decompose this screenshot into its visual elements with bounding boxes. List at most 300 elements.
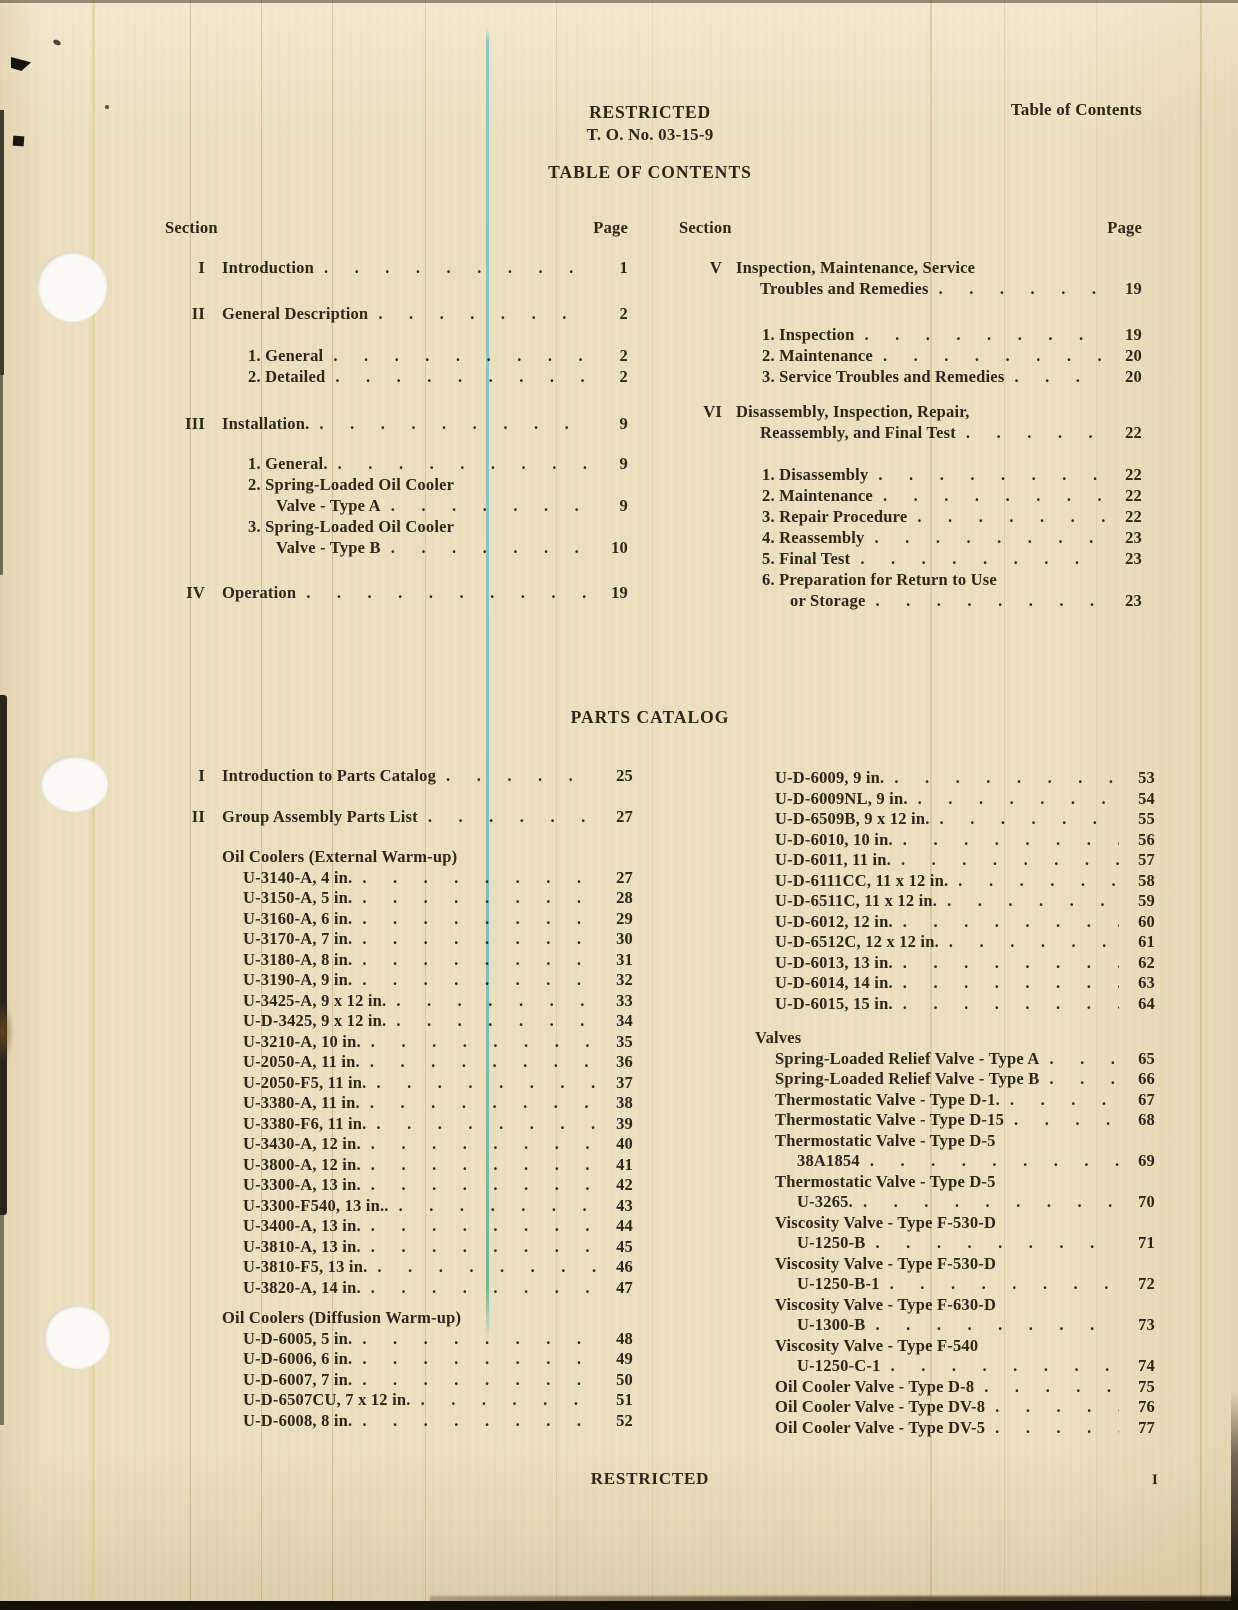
toc-row [165, 1114, 633, 1135]
page-number: 28 [616, 888, 633, 907]
leader-dots [296, 582, 592, 603]
entry-label: 2. Maintenance [762, 346, 873, 365]
leader-dots [884, 768, 1119, 789]
toc-row [755, 1110, 1155, 1131]
page-number: 46 [616, 1257, 633, 1276]
toc-row [679, 257, 1142, 278]
section-numeral [165, 1237, 205, 1258]
page-number: 9 [619, 454, 628, 473]
entry-label: Spring-Loaded Relief Valve - Type A [775, 1048, 1040, 1068]
entry-label: U-3300-A, 13 in. [243, 1175, 361, 1194]
entry-label: Group Assembly Parts List [222, 806, 418, 826]
entry-label: Viscosity Valve - Type F-530-D [775, 1212, 997, 1232]
page-number: 54 [1138, 788, 1155, 808]
toc-row [165, 345, 628, 366]
leader-dots [891, 850, 1119, 871]
row-spacer [996, 1172, 1155, 1193]
page-column-header-left: Page [593, 218, 628, 237]
page-number: 22 [1125, 507, 1142, 526]
page-number: 72 [1138, 1274, 1155, 1293]
page-number: 23 [1125, 591, 1142, 610]
leader-dots [956, 422, 1106, 443]
section-numeral [679, 527, 722, 548]
section-column-header-left: Section [165, 218, 218, 237]
entry-label: U-1250-C-1 [797, 1356, 881, 1375]
toc-row [679, 569, 1142, 590]
entry-label: U-D-6512C, 12 x 12 in. [775, 932, 939, 951]
leader-dots [880, 1274, 1119, 1295]
page-header [450, 101, 850, 146]
toc-row [165, 950, 633, 971]
ink-speck [52, 39, 61, 47]
entry-label: Viscosity Valve - Type F-630-D [775, 1294, 997, 1314]
entry-label: Oil Coolers (External Warm-up) [222, 847, 458, 866]
leader-dots [865, 527, 1106, 548]
toc-row [755, 1131, 1155, 1152]
scan-edge-left [0, 375, 3, 575]
technical-order-number: T. O. No. 03-15-9 [586, 125, 714, 144]
toc-row [165, 582, 628, 603]
page-number: 48 [616, 1328, 633, 1348]
leader-dots [866, 1233, 1119, 1254]
section-numeral [165, 1011, 205, 1032]
entry-label: Thermostatic Valve - Type D-5 [775, 1130, 996, 1150]
page-number: 25 [616, 766, 633, 785]
toc-row [165, 1052, 633, 1073]
leader-dots [325, 366, 592, 387]
section-numeral [165, 1349, 205, 1370]
leader-dots [361, 1237, 597, 1258]
leader-dots [850, 548, 1106, 569]
entry-label: Reassembly, and Final Test [760, 423, 956, 442]
leader-dots [893, 830, 1119, 851]
row-spacer [996, 1254, 1155, 1275]
page-number: 68 [1138, 1110, 1155, 1129]
page-number: 61 [1138, 932, 1155, 951]
toc-row [679, 506, 1142, 527]
entry-label: U-D-6006, 6 in. [243, 1349, 353, 1368]
entry-label: U-3180-A, 8 in. [243, 949, 353, 969]
toc-row [755, 768, 1155, 789]
section-numeral [165, 1134, 205, 1155]
section-numeral [679, 548, 722, 569]
entry-label: 1. Disassembly [762, 465, 869, 484]
leader-dots [352, 888, 597, 909]
toc-row [755, 1213, 1155, 1234]
page-number: 20 [1125, 367, 1142, 386]
toc-row [165, 1349, 633, 1370]
entry-label: Disassembly, Inspection, Repair, [736, 402, 970, 421]
toc-column-left [165, 257, 628, 603]
toc-row [165, 1370, 633, 1391]
leader-dots [352, 929, 597, 950]
page-number: 19 [611, 583, 628, 602]
page-number: 29 [616, 908, 633, 928]
page-number: 9 [619, 496, 628, 515]
leader-dots [361, 1216, 597, 1237]
page-number: 56 [1138, 829, 1155, 849]
entry-label: Spring-Loaded Relief Valve - Type B [775, 1069, 1040, 1088]
toc-row [679, 345, 1142, 366]
page-number: 42 [616, 1175, 633, 1194]
page-number: 66 [1138, 1069, 1155, 1088]
toc-row [755, 1090, 1155, 1111]
entry-label: 5. Final Test [762, 549, 851, 568]
page-number: 35 [616, 1031, 633, 1051]
entry-label: 6. Preparation for Return to Use [762, 570, 997, 589]
toc-row [165, 1329, 633, 1350]
page-number: 76 [1138, 1397, 1155, 1416]
leader-dots [352, 950, 597, 971]
classification-footer: RESTRICTED [590, 1469, 710, 1488]
entry-label: U-3170-A, 7 in. [243, 929, 353, 948]
leader-dots [866, 1315, 1119, 1336]
parts-column-left [165, 766, 633, 1431]
entry-label: U-D-6011, 11 in. [775, 850, 891, 869]
page-number: 55 [1138, 809, 1155, 828]
leader-dots [1039, 1069, 1119, 1090]
entry-label: Oil Cooler Valve - Type DV-5 [775, 1417, 986, 1437]
leader-dots [361, 1155, 597, 1176]
entry-label: U-D-6015, 15 in. [775, 993, 893, 1013]
toc-row [755, 1295, 1155, 1316]
entry-label: U-1300-B [797, 1315, 866, 1334]
section-numeral [165, 1390, 205, 1411]
toc-row [755, 809, 1155, 830]
page-number: 34 [616, 1011, 633, 1030]
page-number: 2 [619, 304, 628, 323]
entry-label: 2. Detailed [248, 367, 326, 386]
toc-row [679, 422, 1142, 443]
row-spacer [970, 401, 1142, 422]
page-number: 73 [1138, 1315, 1155, 1334]
entry-label: U-D-6012, 12 in. [775, 911, 893, 931]
page-number: 63 [1138, 973, 1155, 992]
page-number: 50 [616, 1369, 633, 1389]
toc-row [165, 1237, 633, 1258]
leader-dots [893, 912, 1119, 933]
toc-row [679, 548, 1142, 569]
leader-dots [893, 953, 1119, 974]
section-numeral [165, 909, 205, 930]
leader-dots [367, 1257, 597, 1278]
entry-label: U-D-6013, 13 in. [775, 952, 893, 972]
page-number: 62 [1138, 952, 1155, 972]
entry-label: U-3300-F540, 13 in.. [243, 1195, 389, 1215]
stain-smudge [0, 1000, 14, 1064]
entry-label: U-3425-A, 9 x 12 in. [243, 990, 387, 1010]
leader-dots [929, 278, 1106, 299]
entry-label: U-3140-A, 4 in. [243, 867, 353, 887]
toc-row [755, 973, 1155, 994]
entry-label: Troubles and Remedies [760, 279, 929, 298]
scan-edge-bottom [0, 1601, 1238, 1610]
paper-line [1200, 0, 1202, 1610]
toc-row [165, 1093, 633, 1114]
section-numeral [679, 324, 722, 345]
toc-row [165, 1011, 633, 1032]
entry-label: U-D-6007, 7 in. [243, 1369, 353, 1389]
page-number: 69 [1138, 1151, 1155, 1170]
toc-row [165, 888, 633, 909]
section-numeral [165, 1093, 205, 1114]
page-number: 31 [616, 949, 633, 969]
entry-label: U-2050-A, 11 in. [243, 1052, 360, 1071]
section-numeral [679, 485, 722, 506]
leader-dots [865, 590, 1106, 611]
page-number: 22 [1125, 465, 1142, 484]
entry-label: U-D-6511C, 11 x 12 in. [775, 891, 938, 910]
punch-hole-bottom [44, 1305, 110, 1369]
toc-row [755, 891, 1155, 912]
entry-label: 3. Service Troubles and Remedies [762, 367, 1005, 386]
leader-dots [974, 1377, 1119, 1398]
toc-row [679, 590, 1142, 611]
toc-row [679, 366, 1142, 387]
toc-row [755, 1274, 1155, 1295]
toc-row [755, 1336, 1155, 1357]
page-number: 60 [1138, 911, 1155, 931]
page-number: 1 [619, 258, 628, 277]
table-of-contents-title: TABLE OF CONTENTS [548, 162, 752, 182]
toc-row [165, 1411, 633, 1432]
leader-dots [360, 1052, 597, 1073]
section-numeral: V [709, 258, 722, 277]
toc-row [165, 1134, 633, 1155]
entry-label: U-D-6009, 9 in. [775, 768, 885, 787]
entry-label: U-2050-F5, 11 in. [243, 1072, 367, 1092]
leader-dots [361, 1032, 597, 1053]
scan-edge-top [0, 0, 1238, 3]
leader-dots [436, 766, 597, 787]
entry-label: Oil Cooler Valve - Type DV-8 [775, 1397, 986, 1416]
page-number: 38 [616, 1093, 633, 1112]
entry-label: U-D-6014, 14 in. [775, 973, 893, 992]
leader-dots [418, 807, 597, 828]
leader-dots [386, 1011, 597, 1032]
section-numeral [165, 929, 205, 950]
toc-row [165, 257, 628, 278]
toc-row [165, 453, 628, 474]
toc-column-right [679, 257, 1142, 611]
page-number: 52 [616, 1410, 633, 1430]
section-numeral [165, 991, 205, 1012]
section-numeral [165, 516, 205, 537]
section-numeral [165, 1175, 205, 1196]
page-number: 10 [611, 538, 628, 557]
section-numeral [165, 950, 205, 971]
page-number: 40 [616, 1134, 633, 1153]
leader-dots [352, 868, 597, 889]
entry-label: U-3400-A, 13 in. [243, 1216, 361, 1235]
leader-dots [854, 324, 1106, 345]
page-number: 49 [616, 1349, 633, 1368]
page-number: 58 [1138, 870, 1155, 890]
entry-label: U-3810-A, 13 in. [243, 1236, 361, 1256]
entry-label: U-3150-A, 5 in. [243, 888, 353, 907]
toc-row [755, 1069, 1155, 1090]
leader-dots [361, 1134, 597, 1155]
toc-row [165, 303, 628, 324]
toc-row [165, 474, 628, 495]
section-numeral [165, 1278, 205, 1299]
paper-line [652, 0, 653, 1610]
section-numeral [165, 366, 205, 387]
leader-dots [352, 1370, 597, 1391]
toc-row [755, 994, 1155, 1015]
toc-row [165, 991, 633, 1012]
leader-dots [930, 809, 1119, 830]
section-numeral [165, 1329, 205, 1350]
page-column-header-right: Page [1107, 218, 1142, 237]
page-number: 74 [1138, 1356, 1155, 1375]
toc-row [755, 1254, 1155, 1275]
section-numeral [165, 1370, 205, 1391]
page-number: 23 [1125, 549, 1142, 568]
section-numeral [165, 1032, 205, 1053]
page-number: 43 [616, 1195, 633, 1215]
leader-dots [309, 413, 592, 434]
section-numeral [679, 366, 722, 387]
page-number: 53 [1138, 768, 1155, 787]
page-number: 33 [616, 990, 633, 1010]
row-spacer [978, 1336, 1155, 1357]
row-spacer [454, 474, 628, 495]
toc-row [679, 464, 1142, 485]
toc-row [165, 1390, 633, 1411]
page-number: 45 [616, 1236, 633, 1256]
leader-dots [1039, 1049, 1119, 1070]
section-numeral [679, 422, 722, 443]
leader-dots [868, 464, 1106, 485]
entry-label: U-D-3425, 9 x 12 in. [243, 1011, 387, 1030]
page-number: 27 [616, 867, 633, 887]
entry-label: U-3820-A, 14 in. [243, 1277, 361, 1297]
leader-dots [366, 1073, 597, 1094]
punch-hole-top [37, 252, 107, 322]
leader-dots [352, 970, 597, 991]
section-numeral: III [185, 414, 205, 433]
toc-row [165, 1073, 633, 1094]
page-number: 47 [616, 1277, 633, 1297]
page-number: 70 [1138, 1192, 1155, 1211]
leader-dots [328, 453, 592, 474]
toc-row [165, 1032, 633, 1053]
entry-label: Thermostatic Valve - Type D-15 [775, 1110, 1005, 1129]
toc-row [165, 1278, 633, 1299]
toc-row [755, 932, 1155, 953]
entry-label: 2. Spring-Loaded Oil Cooler [248, 475, 455, 494]
section-numeral [165, 345, 205, 366]
entry-label: U-3380-A, 11 in. [243, 1093, 360, 1112]
page-number: 37 [616, 1072, 633, 1092]
page-number: 19 [1125, 279, 1142, 298]
entry-label: U-3190-A, 9 in. [243, 970, 353, 989]
entry-label: U-D-6009NL, 9 in. [775, 788, 908, 808]
page-number: 36 [616, 1052, 633, 1071]
toc-row [755, 953, 1155, 974]
section-numeral [679, 569, 722, 590]
leader-dots [907, 506, 1106, 527]
page-number: 77 [1138, 1417, 1155, 1437]
scan-edge-right [1231, 1390, 1238, 1610]
scan-mark [13, 136, 25, 147]
section-numeral [679, 506, 722, 527]
page-number: 44 [616, 1216, 633, 1235]
section-numeral [165, 453, 205, 474]
toc-row [165, 537, 628, 558]
toc-row [165, 516, 628, 537]
entry-label: General Description [222, 304, 369, 323]
scan-mark [11, 57, 31, 71]
toc-row [755, 912, 1155, 933]
page-number: 59 [1138, 891, 1155, 910]
toc-row [755, 830, 1155, 851]
punch-hole-middle [40, 756, 108, 812]
page-number: 22 [1125, 486, 1142, 505]
leader-dots [366, 1114, 597, 1135]
section-numeral: II [191, 304, 205, 323]
entry-label: U-3810-F5, 13 in. [243, 1257, 368, 1276]
toc-row [165, 868, 633, 889]
leader-dots [323, 345, 592, 366]
section-numeral [165, 495, 205, 516]
toc-row [755, 1397, 1155, 1418]
toc-row [755, 1418, 1155, 1439]
entry-label: 1. General. [248, 454, 328, 473]
toc-row [165, 1175, 633, 1196]
entry-label: U-3800-A, 12 in. [243, 1154, 361, 1174]
section-numeral [165, 1411, 205, 1432]
toc-row [755, 1172, 1155, 1193]
entry-label: 3. Spring-Loaded Oil Cooler [248, 517, 455, 536]
entry-label: U-D-6010, 10 in. [775, 829, 893, 849]
scan-edge-left [0, 695, 7, 1215]
toc-row [165, 1216, 633, 1237]
toc-row [165, 766, 633, 787]
page-number: 2 [619, 367, 628, 386]
section-numeral: IV [186, 583, 205, 602]
toc-row [755, 1315, 1155, 1336]
entry-label: U-D-6111CC, 11 x 12 in. [775, 870, 949, 890]
entry-label: 2. Maintenance [762, 486, 873, 505]
entry-label: Inspection, Maintenance, Service [736, 258, 976, 277]
section-numeral [165, 1216, 205, 1237]
leader-dots [937, 891, 1119, 912]
page-number: 9 [619, 414, 628, 433]
entry-label: Viscosity Valve - Type F-530-D [775, 1253, 997, 1273]
toc-row [679, 278, 1142, 299]
classification-header: RESTRICTED [589, 102, 711, 122]
folio-page-number: I [1152, 1472, 1159, 1488]
page-number: 64 [1138, 993, 1155, 1013]
entry-label: Installation. [222, 414, 310, 433]
toc-row [165, 1308, 633, 1329]
scan-edge-left [0, 110, 4, 375]
page-number: 57 [1138, 850, 1155, 869]
leader-dots [381, 537, 592, 558]
section-numeral [165, 1073, 205, 1094]
page-number: 71 [1138, 1233, 1155, 1252]
scan-edge-left [0, 1215, 4, 1425]
leader-dots [368, 303, 592, 324]
toc-row [755, 1377, 1155, 1398]
page-number: 22 [1125, 423, 1142, 442]
row-spacer [996, 1213, 1155, 1234]
parts-catalog-title: PARTS CATALOG [570, 707, 730, 727]
entry-label: Thermostatic Valve - Type D-1. [775, 1089, 1000, 1109]
leader-dots [361, 1175, 597, 1196]
